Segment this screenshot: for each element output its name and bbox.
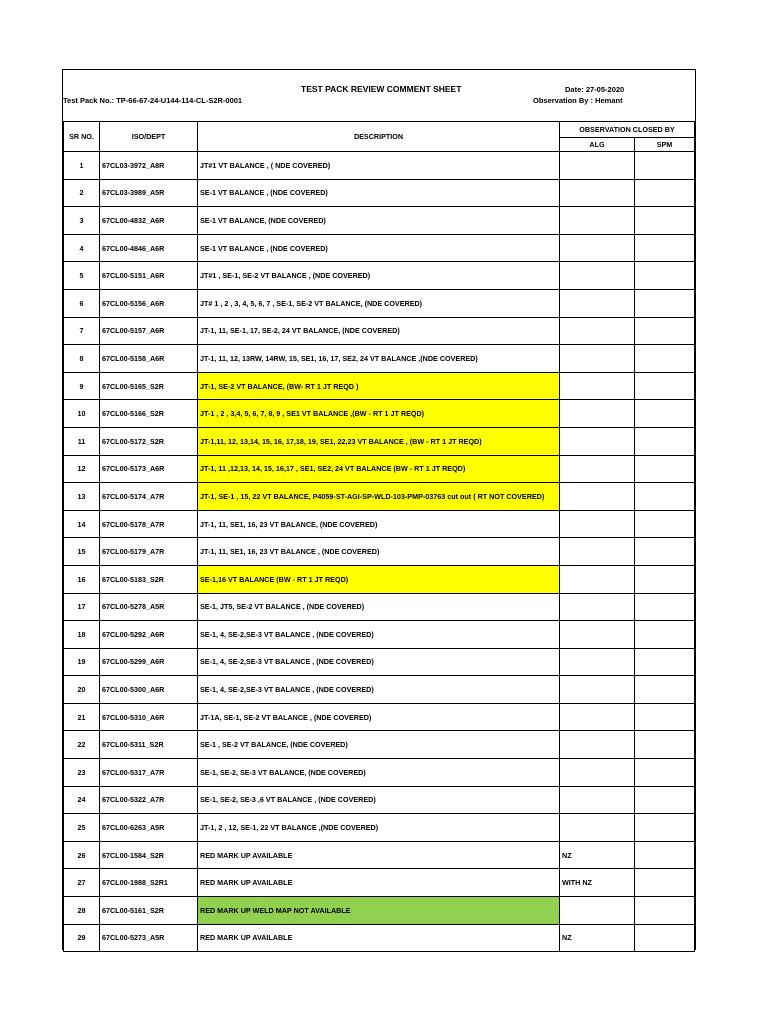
iso-dept-cell: 67CL03-3972_A8R: [100, 152, 198, 180]
alg-cell: [560, 676, 635, 704]
sr-no-cell: 22: [64, 731, 100, 759]
header-observation-closed-by: OBSERVATION CLOSED BY: [560, 122, 695, 138]
spm-cell: [635, 455, 695, 483]
sr-no-cell: 13: [64, 483, 100, 511]
table-row: [64, 289, 695, 317]
alg-cell: [560, 703, 635, 731]
iso-dept-cell: 67CL00-5311_S2R: [100, 731, 198, 759]
sr-no-cell: 19: [64, 648, 100, 676]
table-row: [64, 676, 695, 704]
spm-cell: [635, 924, 695, 952]
alg-cell: [560, 483, 635, 511]
spm-cell: [635, 841, 695, 869]
table-row: [64, 483, 695, 511]
sr-no-cell: 1: [64, 152, 100, 180]
table-row: [64, 179, 695, 207]
alg-cell: [560, 262, 635, 290]
spm-cell: [635, 786, 695, 814]
sr-no-cell: 20: [64, 676, 100, 704]
sr-no-cell: 18: [64, 621, 100, 649]
alg-cell: [560, 593, 635, 621]
table-row: [64, 262, 695, 290]
table-row: [64, 814, 695, 842]
sr-no-cell: 10: [64, 400, 100, 428]
sr-no-cell: 29: [64, 924, 100, 952]
table-row: [64, 841, 695, 869]
iso-dept-cell: 67CL00-5273_A5R: [100, 924, 198, 952]
table-row: [64, 427, 695, 455]
description-cell: RED MARK UP AVAILABLE: [198, 924, 560, 952]
table-row: [64, 648, 695, 676]
description-cell: SE-1 VT BALANCE , (NDE COVERED): [198, 234, 560, 262]
description-cell: JT# 1 , 2 , 3, 4, 5, 6, 7 , SE-1, SE-2 VT BALANCE, (NDE COVERED): [198, 289, 560, 317]
spm-cell: [635, 152, 695, 180]
sr-no-cell: 5: [64, 262, 100, 290]
header-spm: SPM: [635, 138, 695, 152]
iso-dept-cell: 67CL03-3989_A5R: [100, 179, 198, 207]
sr-no-cell: 3: [64, 207, 100, 235]
description-cell: SE-1, SE-2, SE-3 VT BALANCE, (NDE COVERED): [198, 759, 560, 787]
iso-dept-cell: 67CL00-5300_A6R: [100, 676, 198, 704]
iso-dept-cell: 67CL00-5322_A7R: [100, 786, 198, 814]
spm-cell: [635, 814, 695, 842]
description-cell: JT-1, 11, SE1, 16, 23 VT BALANCE, (NDE COVERED): [198, 510, 560, 538]
alg-cell: [560, 427, 635, 455]
iso-dept-cell: 67CL00-4846_A6R: [100, 234, 198, 262]
sr-no-cell: 4: [64, 234, 100, 262]
table-row: [64, 703, 695, 731]
alg-cell: [560, 786, 635, 814]
alg-cell: [560, 289, 635, 317]
alg-cell: [560, 814, 635, 842]
alg-cell: [560, 400, 635, 428]
iso-dept-cell: 67CL00-5157_A6R: [100, 317, 198, 345]
table-row: [64, 924, 695, 952]
description-cell: SE-1, 4, SE-2,SE-3 VT BALANCE , (NDE COVERED): [198, 621, 560, 649]
alg-cell: [560, 897, 635, 925]
alg-cell: [560, 179, 635, 207]
description-cell: JT-1, 11, SE1, 16, 23 VT BALANCE , (NDE COVERED): [198, 538, 560, 566]
table-body: [64, 152, 695, 952]
description-cell: JT-1, 11 ,12,13, 14, 15, 16,17 , SE1, SE2, 24 VT BALANCE (BW - RT 1 JT REQD): [198, 455, 560, 483]
spm-cell: [635, 897, 695, 925]
sr-no-cell: 11: [64, 427, 100, 455]
description-cell: JT-1,11, 12, 13,14, 15, 16, 17,18, 19, SE1, 22,23 VT BALANCE , (BW - RT 1 JT REQD): [198, 427, 560, 455]
spm-cell: [635, 538, 695, 566]
table-row: [64, 538, 695, 566]
iso-dept-cell: 67CL00-1584_S2R: [100, 841, 198, 869]
iso-dept-cell: 67CL00-5178_A7R: [100, 510, 198, 538]
table-row: [64, 593, 695, 621]
iso-dept-cell: 67CL00-5161_S2R: [100, 897, 198, 925]
iso-dept-cell: 67CL00-5183_S2R: [100, 565, 198, 593]
alg-cell: [560, 621, 635, 649]
sr-no-cell: 7: [64, 317, 100, 345]
description-cell: JT#1 VT BALANCE , ( NDE COVERED): [198, 152, 560, 180]
header-sr-no: SR NO.: [64, 122, 100, 152]
alg-cell: [560, 565, 635, 593]
table-row: [64, 372, 695, 400]
table-row: [64, 317, 695, 345]
sr-no-cell: 27: [64, 869, 100, 897]
table-row: [64, 510, 695, 538]
iso-dept-cell: 67CL00-5278_A5R: [100, 593, 198, 621]
spm-cell: [635, 345, 695, 373]
spm-cell: [635, 621, 695, 649]
iso-dept-cell: 67CL00-5292_A6R: [100, 621, 198, 649]
description-cell: JT-1, SE-2 VT BALANCE, (BW- RT 1 JT REQD ): [198, 372, 560, 400]
table-row: [64, 152, 695, 180]
table-row: [64, 621, 695, 649]
spm-cell: [635, 400, 695, 428]
sr-no-cell: 28: [64, 897, 100, 925]
spm-cell: [635, 565, 695, 593]
description-cell: SE-1, 4, SE-2,SE-3 VT BALANCE , (NDE COVERED): [198, 676, 560, 704]
spm-cell: [635, 427, 695, 455]
description-cell: JT-1 , 2 , 3,4, 5, 6, 7, 8, 9 , SE1 VT BALANCE ,(BW - RT 1 JT REQD): [198, 400, 560, 428]
alg-cell: [560, 731, 635, 759]
spm-cell: [635, 289, 695, 317]
header-description: DESCRIPTION: [198, 122, 560, 152]
iso-dept-cell: 67CL00-5299_A6R: [100, 648, 198, 676]
spm-cell: [635, 207, 695, 235]
table-row: [64, 455, 695, 483]
sr-no-cell: 24: [64, 786, 100, 814]
description-cell: RED MARK UP WELD MAP NOT AVAILABLE: [198, 897, 560, 925]
sr-no-cell: 26: [64, 841, 100, 869]
alg-cell: [560, 510, 635, 538]
iso-dept-cell: 67CL00-5158_A6R: [100, 345, 198, 373]
spm-cell: [635, 483, 695, 511]
alg-cell: [560, 648, 635, 676]
iso-dept-cell: 67CL00-5179_A7R: [100, 538, 198, 566]
table-row: [64, 869, 695, 897]
description-cell: SE-1 , SE-2 VT BALANCE, (NDE COVERED): [198, 731, 560, 759]
table-row: [64, 345, 695, 373]
iso-dept-cell: 67CL00-5310_A6R: [100, 703, 198, 731]
description-cell: JT#1 , SE-1, SE-2 VT BALANCE , (NDE COVERED): [198, 262, 560, 290]
iso-dept-cell: 67CL00-6263_A5R: [100, 814, 198, 842]
sr-no-cell: 23: [64, 759, 100, 787]
table-row: [64, 565, 695, 593]
alg-cell: [560, 317, 635, 345]
iso-dept-cell: 67CL00-5165_S2R: [100, 372, 198, 400]
alg-cell: [560, 207, 635, 235]
header-iso-dept: ISO/DEPT: [100, 122, 198, 152]
description-cell: SE-1, JT5, SE-2 VT BALANCE , (NDE COVERED): [198, 593, 560, 621]
iso-dept-cell: 67CL00-5151_A6R: [100, 262, 198, 290]
spm-cell: [635, 262, 695, 290]
sr-no-cell: 12: [64, 455, 100, 483]
description-cell: RED MARK UP AVAILABLE: [198, 869, 560, 897]
alg-cell: [560, 455, 635, 483]
alg-cell: NZ: [560, 924, 635, 952]
sr-no-cell: 6: [64, 289, 100, 317]
spm-cell: [635, 676, 695, 704]
description-cell: JT-1, SE-1 , 15, 22 VT BALANCE, P4059-ST-AGI-SP-WLD-103-PMP-03763 cut out ( RT NOT COVERED): [198, 483, 560, 511]
test-pack-number: Test Pack No.: TP-66-67-24-U144-114-CL-S2R-0001: [63, 96, 243, 105]
sr-no-cell: 8: [64, 345, 100, 373]
iso-dept-cell: 67CL00-5156_A6R: [100, 289, 198, 317]
spm-cell: [635, 869, 695, 897]
iso-dept-cell: 67CL00-5166_S2R: [100, 400, 198, 428]
alg-cell: [560, 759, 635, 787]
iso-dept-cell: 67CL00-5173_A6R: [100, 455, 198, 483]
description-cell: SE-1 VT BALANCE , (NDE COVERED): [198, 179, 560, 207]
spm-cell: [635, 234, 695, 262]
spm-cell: [635, 510, 695, 538]
sr-no-cell: 2: [64, 179, 100, 207]
spm-cell: [635, 703, 695, 731]
table-row: [64, 400, 695, 428]
spm-cell: [635, 317, 695, 345]
sr-no-cell: 17: [64, 593, 100, 621]
alg-cell: [560, 538, 635, 566]
iso-dept-cell: 67CL00-1988_S2R1: [100, 869, 198, 897]
table-row: [64, 786, 695, 814]
review-table: [63, 121, 695, 952]
alg-cell: [560, 152, 635, 180]
spm-cell: [635, 731, 695, 759]
iso-dept-cell: 67CL00-4832_A6R: [100, 207, 198, 235]
description-cell: SE-1,16 VT BALANCE (BW - RT 1 JT REQD): [198, 565, 560, 593]
description-cell: RED MARK UP AVAILABLE: [198, 841, 560, 869]
comment-sheet: [62, 69, 696, 950]
alg-cell: [560, 234, 635, 262]
description-cell: JT-1, 11, 12, 13RW, 14RW, 15, SE1, 16, 17, SE2, 24 VT BALANCE ,(NDE COVERED): [198, 345, 560, 373]
sheet-date: Date: 27-05-2020: [565, 85, 625, 94]
spm-cell: [635, 648, 695, 676]
description-cell: SE-1, 4, SE-2,SE-3 VT BALANCE , (NDE COVERED): [198, 648, 560, 676]
sr-no-cell: 9: [64, 372, 100, 400]
sr-no-cell: 25: [64, 814, 100, 842]
description-cell: SE-1, SE-2, SE-3 ,6 VT BALANCE , (NDE COVERED): [198, 786, 560, 814]
spm-cell: [635, 372, 695, 400]
alg-cell: NZ: [560, 841, 635, 869]
sr-no-cell: 16: [64, 565, 100, 593]
sr-no-cell: 15: [64, 538, 100, 566]
sr-no-cell: 14: [64, 510, 100, 538]
header-alg: ALG: [560, 138, 635, 152]
description-cell: JT-1, 11, SE-1, 17, SE-2, 24 VT BALANCE, (NDE COVERED): [198, 317, 560, 345]
description-cell: JT-1A, SE-1, SE-2 VT BALANCE , (NDE COVERED): [198, 703, 560, 731]
table-row: [64, 234, 695, 262]
observation-by: Observation By : Hemant: [533, 96, 623, 105]
iso-dept-cell: 67CL00-5174_A7R: [100, 483, 198, 511]
alg-cell: [560, 372, 635, 400]
alg-cell: [560, 345, 635, 373]
spm-cell: [635, 179, 695, 207]
description-cell: SE-1 VT BALANCE, (NDE COVERED): [198, 207, 560, 235]
alg-cell: WITH NZ: [560, 869, 635, 897]
sr-no-cell: 21: [64, 703, 100, 731]
iso-dept-cell: 67CL00-5317_A7R: [100, 759, 198, 787]
spm-cell: [635, 759, 695, 787]
table-row: [64, 759, 695, 787]
table-row: [64, 897, 695, 925]
table-row: [64, 731, 695, 759]
sheet-title: TEST PACK REVIEW COMMENT SHEET: [301, 84, 462, 94]
iso-dept-cell: 67CL00-5172_S2R: [100, 427, 198, 455]
table-row: [64, 207, 695, 235]
spm-cell: [635, 593, 695, 621]
description-cell: JT-1, 2 , 12, SE-1, 22 VT BALANCE ,(NDE COVERED): [198, 814, 560, 842]
